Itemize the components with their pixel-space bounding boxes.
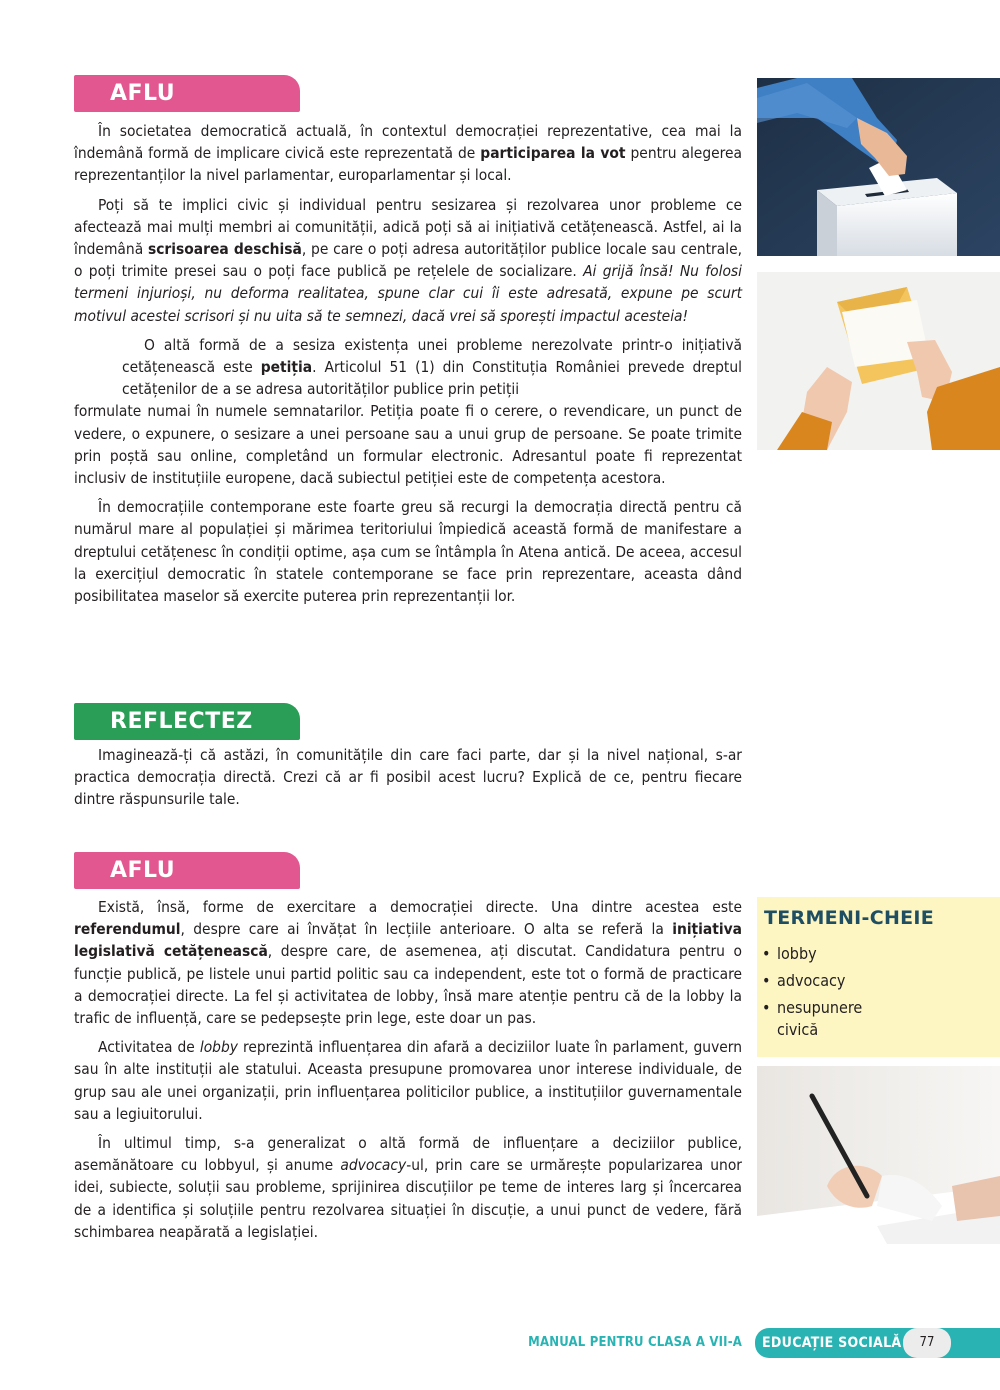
paragraph-vote: În societatea democratică actuală, în contextul democrației reprezentative, cea mai la îndemână formă de implicare civică este reprezentată de participarea la vot pentru alegerea reprezentanților la nivel parlamentar, europarlamentar și local. [74, 122, 742, 185]
section2-text [74, 744, 742, 818]
section-header-aflu-1: AFLU [74, 75, 300, 112]
section1-text [74, 120, 742, 614]
section-header-aflu-2: AFLU [74, 852, 300, 889]
paragraph-lobby: Activitatea de lobby reprezintă influențarea din afară a deciziilor luate în parlament, guvern sau în alte instituții ale statului. Aceasta presupune promovarea unor interese individuale, de grup sau ale unei organizații, prin influențarea politicilor publice, a instituțiilor guvernamentale sau a legiuitorului. [74, 1038, 742, 1123]
keywords-list [777, 943, 887, 1046]
keyword-item: • lobby [777, 943, 887, 965]
keyword-item: • nesupunere civică [777, 997, 887, 1041]
keywords-box [757, 897, 1000, 1057]
hands-holding-envelope-photo [757, 272, 1000, 450]
section-header-reflectez: REFLECTEZ [74, 703, 300, 740]
footer-book-title: MANUAL PENTRU CLASA A VII-A [528, 1335, 742, 1350]
keywords-title: TERMENI-CHEIE [764, 907, 935, 929]
section3-text [74, 896, 742, 1250]
paragraph-direct-democracy: Există, însă, forme de exercitare a democrației directe. Una dintre acestea este referendumul, despre care ai învățat în lecțiile anterioare. O alta se referă la inițiativa legislativă cetățenească, despre care, de asemenea, ați discutat. Candidatura pentru o funcție publică, pe listele unui partid politic sau ca independent, este tot o formă de practicare a democrației directe. La fel și activitatea de lobby, însă mare atenție pentru că de la lobby la trafic de influență, care se pedepsește prin lege, este doar un pas. [74, 898, 742, 1028]
paragraph-reflection: Imaginează-ți că astăzi, în comunitățile din care faci parte, dar și la nivel național, s-ar practica democrația directă. Crezi că ar fi posibil acest lucru? Explică de ce, pentru fiecare dintre răspunsurile tale. [74, 746, 742, 809]
paragraph-open-letter: Poți să te implici civic și individual pentru sesizarea și rezolvarea unor probleme ce afectează mai mulți membri ai comunității, adică poți să ai inițiativă cetățenească. Astfel, ai la îndemână scrisoarea deschisă, pe care o poți adresa autorităților publice locale sau centrale, o poți trimite presei sau o poți face publică pe rețelele de socializare. Ai grijă însă! Nu folosi termeni injurioși, nu deforma realitatea, spune clar cui îi este adresată, expune pe scurt motivul acestei scrisori și nu uita să te semnezi, dacă vrei să sporești impactul acesteia! [74, 195, 743, 325]
hand-writing-with-pen-photo [757, 1066, 1000, 1244]
paragraph-advocacy: În ultimul timp, s-a generalizat o altă formă de influențare a deciziilor publice, asemănătoare cu lobbyul, și anume advocacy-ul, prin care se urmărește popularizarea unor idei, subiecte, soluții sau probleme, sprijinirea discuțiilor pe teme de interes larg și încercarea de a identifica și soluțiile pentru rezolvarea situației în discuție, a unui punct de vedere, fără schimbarea neapărată a legislației. [74, 1134, 742, 1241]
paragraph-contemporary-democracy: În democrațiile contemporane este foarte greu să recurgi la democrația directă pentru că numărul mare al populației și mărimea teritoriului împiedică această formă de manifestare a dreptului cetățenesc în condiții optime, așa cum se întâmpla în Atena antică. De aceea, accesul la exercițiul democratic în statele contemporane se face prin reprezentare, aceasta dând posibilitatea maselor să exercite puterea prin reprezentanții lor. [74, 498, 742, 606]
keyword-item: • advocacy [777, 970, 887, 992]
paragraph-petition-start: O altă formă de a sesiza existența unei probleme nerezolvate printr-o inițiativă cetățenească este petiția. Articolul 51 (1) din Constituția României prevede dreptul cetățenilor de a se adresa autorităților publice prin petiții [122, 335, 742, 399]
hand-voting-ballot-box-photo [757, 78, 1000, 256]
footer-subject: EDUCAȚIE SOCIALĂ [762, 1335, 902, 1351]
page-number: 77 [903, 1328, 951, 1358]
paragraph-petition-end: formulate numai în numele semnatarilor. Petiția poate fi o cerere, o revendicare, un punct de vedere, o expunere, o sesizare a unei persoane sau a unui grup de persoane. Se poate trimite prin poștă sau online, completând un formular electronic. Adresantul poate fi reprezentat inclusiv de instituțiile europene, dacă subiectul petiției este de competența acestora. [74, 402, 742, 488]
